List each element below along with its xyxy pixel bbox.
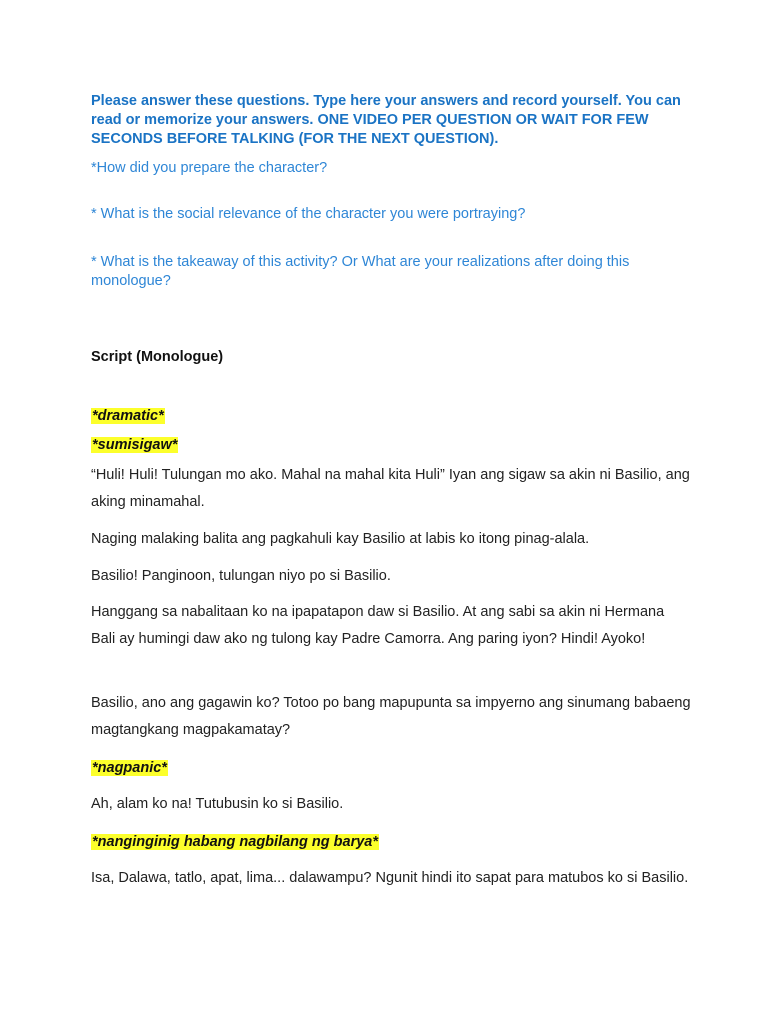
highlighted-cue-text: *nagpanic* — [92, 760, 167, 776]
stage-cue-nagpanic — [91, 759, 691, 778]
stage-cue-nanginginig — [91, 833, 691, 852]
instructions-text: Please answer these questions. Type here your answers and record yourself. You can read or memorize your answers. ONE VIDEO PER QUESTION OR WAIT FOR FEW SECONDS BEFORE TALKING (FOR THE NEXT QUESTION). — [91, 93, 681, 147]
script-paragraph: “Huli! Huli! Tulungan mo ako. Mahal na mahal kita Huli” Iyan ang sigaw sa akin ni Basilio, ang aking minamahal. — [91, 467, 690, 510]
stage-cue-dramatic — [91, 407, 691, 426]
script-paragraph: Ah, alam ko na! Tutubusin ko si Basilio. — [91, 796, 344, 812]
question-social-relevance: * What is the social relevance of the character you were portraying? — [91, 206, 526, 222]
highlighted-cue-text: *nanginginig habang nagbilang ng barya* — [92, 834, 378, 850]
question-takeaway: * What is the takeaway of this activity? Or What are your realizations after doing this monologue? — [91, 254, 630, 289]
highlighted-cue-text: *sumisigaw* — [92, 437, 178, 453]
highlighted-cue-text: *dramatic* — [92, 408, 164, 424]
stage-cue-sumisigaw — [91, 436, 691, 455]
script-paragraph: Isa, Dalawa, tatlo, apat, lima... dalawampu? Ngunit hindi ito sapat para matubos ko si Basilio. — [91, 870, 689, 886]
question-prepare-character: *How did you prepare the character? — [91, 160, 328, 176]
script-paragraph: Basilio! Panginoon, tulungan niyo po si Basilio. — [91, 568, 391, 584]
script-title: Script (Monologue) — [91, 349, 224, 365]
script-paragraph: Naging malaking balita ang pagkahuli kay Basilio at labis ko itong pinag-alala. — [91, 531, 590, 547]
script-paragraph: Hanggang sa nabalitaan ko na ipapatapon daw si Basilio. At ang sabi sa akin ni Hermana Bali ay humingi daw ako ng tulong kay Padre Camorra. Ang paring iyon? Hindi! Ayoko! — [91, 604, 665, 647]
script-paragraph: Basilio, ano ang gagawin ko? Totoo po bang mapupunta sa impyerno ang sinumang babaeng magtangkang magpakamatay? — [91, 695, 691, 738]
